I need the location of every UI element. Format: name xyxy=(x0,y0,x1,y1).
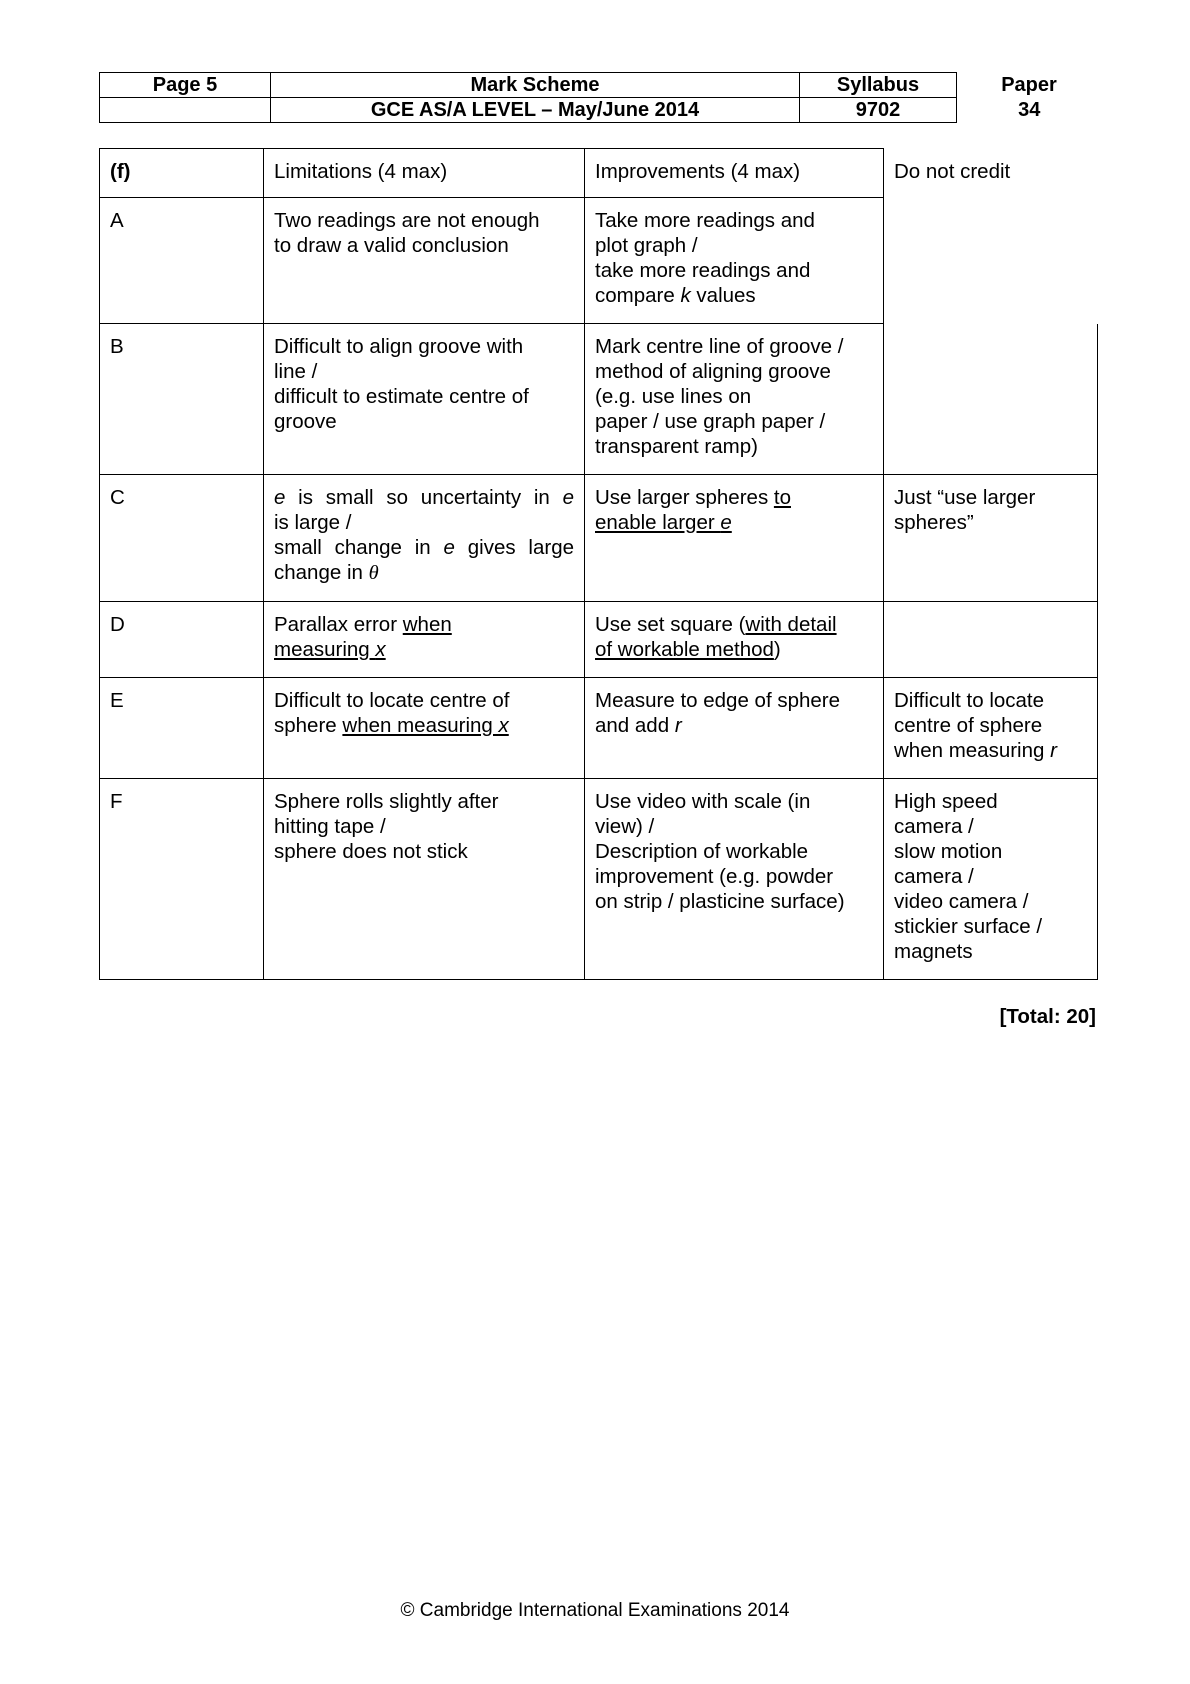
table-row xyxy=(100,475,1098,602)
paper-number: 34 xyxy=(1018,99,1041,121)
table-header-row xyxy=(100,149,1098,198)
not-credit-cell: Just “use larger spheres” xyxy=(884,475,1098,602)
not-credit-cell xyxy=(884,198,1098,324)
limitation-cell: Difficult to align groove with line / difficult to estimate centre of groove xyxy=(264,324,585,475)
row-id: C xyxy=(100,475,264,602)
syllabus-label: Syllabus xyxy=(800,73,957,98)
table-row xyxy=(100,678,1098,779)
not-credit-cell: Difficult to locate centre of sphere when measuring r xyxy=(884,678,1098,779)
not-credit-cell xyxy=(884,324,1098,475)
paper-label: Paper xyxy=(1001,74,1057,96)
limitation-cell: e is small so uncertainty in e is large / small change in e gives large change in θ xyxy=(264,475,585,602)
limitation-cell: Sphere rolls slightly after hitting tape / sphere does not stick xyxy=(264,779,585,980)
improvements-heading: Improvements (4 max) xyxy=(585,149,884,198)
row-id: B xyxy=(100,324,264,475)
table-row xyxy=(100,602,1098,678)
row-id: A xyxy=(100,198,264,324)
exam-title: GCE AS/A LEVEL – May/June 2014 xyxy=(271,98,800,123)
table-row xyxy=(100,324,1098,475)
improvement-cell: Mark centre line of groove / method of aligning groove (e.g. use lines on paper / use graph paper / transparent ramp) xyxy=(585,324,884,475)
page-number: Page 5 xyxy=(100,73,271,98)
limitation-cell: Parallax error when measuring x xyxy=(264,602,585,678)
mark-scheme-table xyxy=(99,148,1098,980)
total-marks: [Total: 20] xyxy=(999,1005,1096,1028)
not-credit-cell: High speed camera / slow motion camera / video camera / stickier surface / magnets xyxy=(884,779,1098,980)
improvement-cell: Use larger spheres to enable larger e xyxy=(585,475,884,602)
document-title: Mark Scheme xyxy=(271,73,800,98)
not-credit-cell xyxy=(884,602,1098,678)
copyright-footer: © Cambridge International Examinations 2014 xyxy=(400,1600,790,1621)
row-id: E xyxy=(100,678,264,779)
part-label: (f) xyxy=(100,149,264,198)
table-row xyxy=(100,779,1098,980)
improvement-cell: Measure to edge of sphere and add r xyxy=(585,678,884,779)
table-row xyxy=(100,198,1098,324)
improvement-cell: Use video with scale (in view) / Description of workable improvement (e.g. powder on strip / plasticine surface) xyxy=(585,779,884,980)
improvement-cell: Use set square (with detail of workable method) xyxy=(585,602,884,678)
row-id: F xyxy=(100,779,264,980)
do-not-credit-heading: Do not credit xyxy=(894,159,1011,183)
header-table xyxy=(99,72,1102,123)
limitation-cell: Difficult to locate centre of sphere when measuring x xyxy=(264,678,585,779)
improvement-cell: Take more readings and plot graph / take more readings and compare k values xyxy=(585,198,884,324)
row-id: D xyxy=(100,602,264,678)
syllabus-code: 9702 xyxy=(800,98,957,123)
limitation-cell: Two readings are not enough to draw a valid conclusion xyxy=(264,198,585,324)
limitations-heading: Limitations (4 max) xyxy=(264,149,585,198)
header-blank xyxy=(100,98,271,123)
